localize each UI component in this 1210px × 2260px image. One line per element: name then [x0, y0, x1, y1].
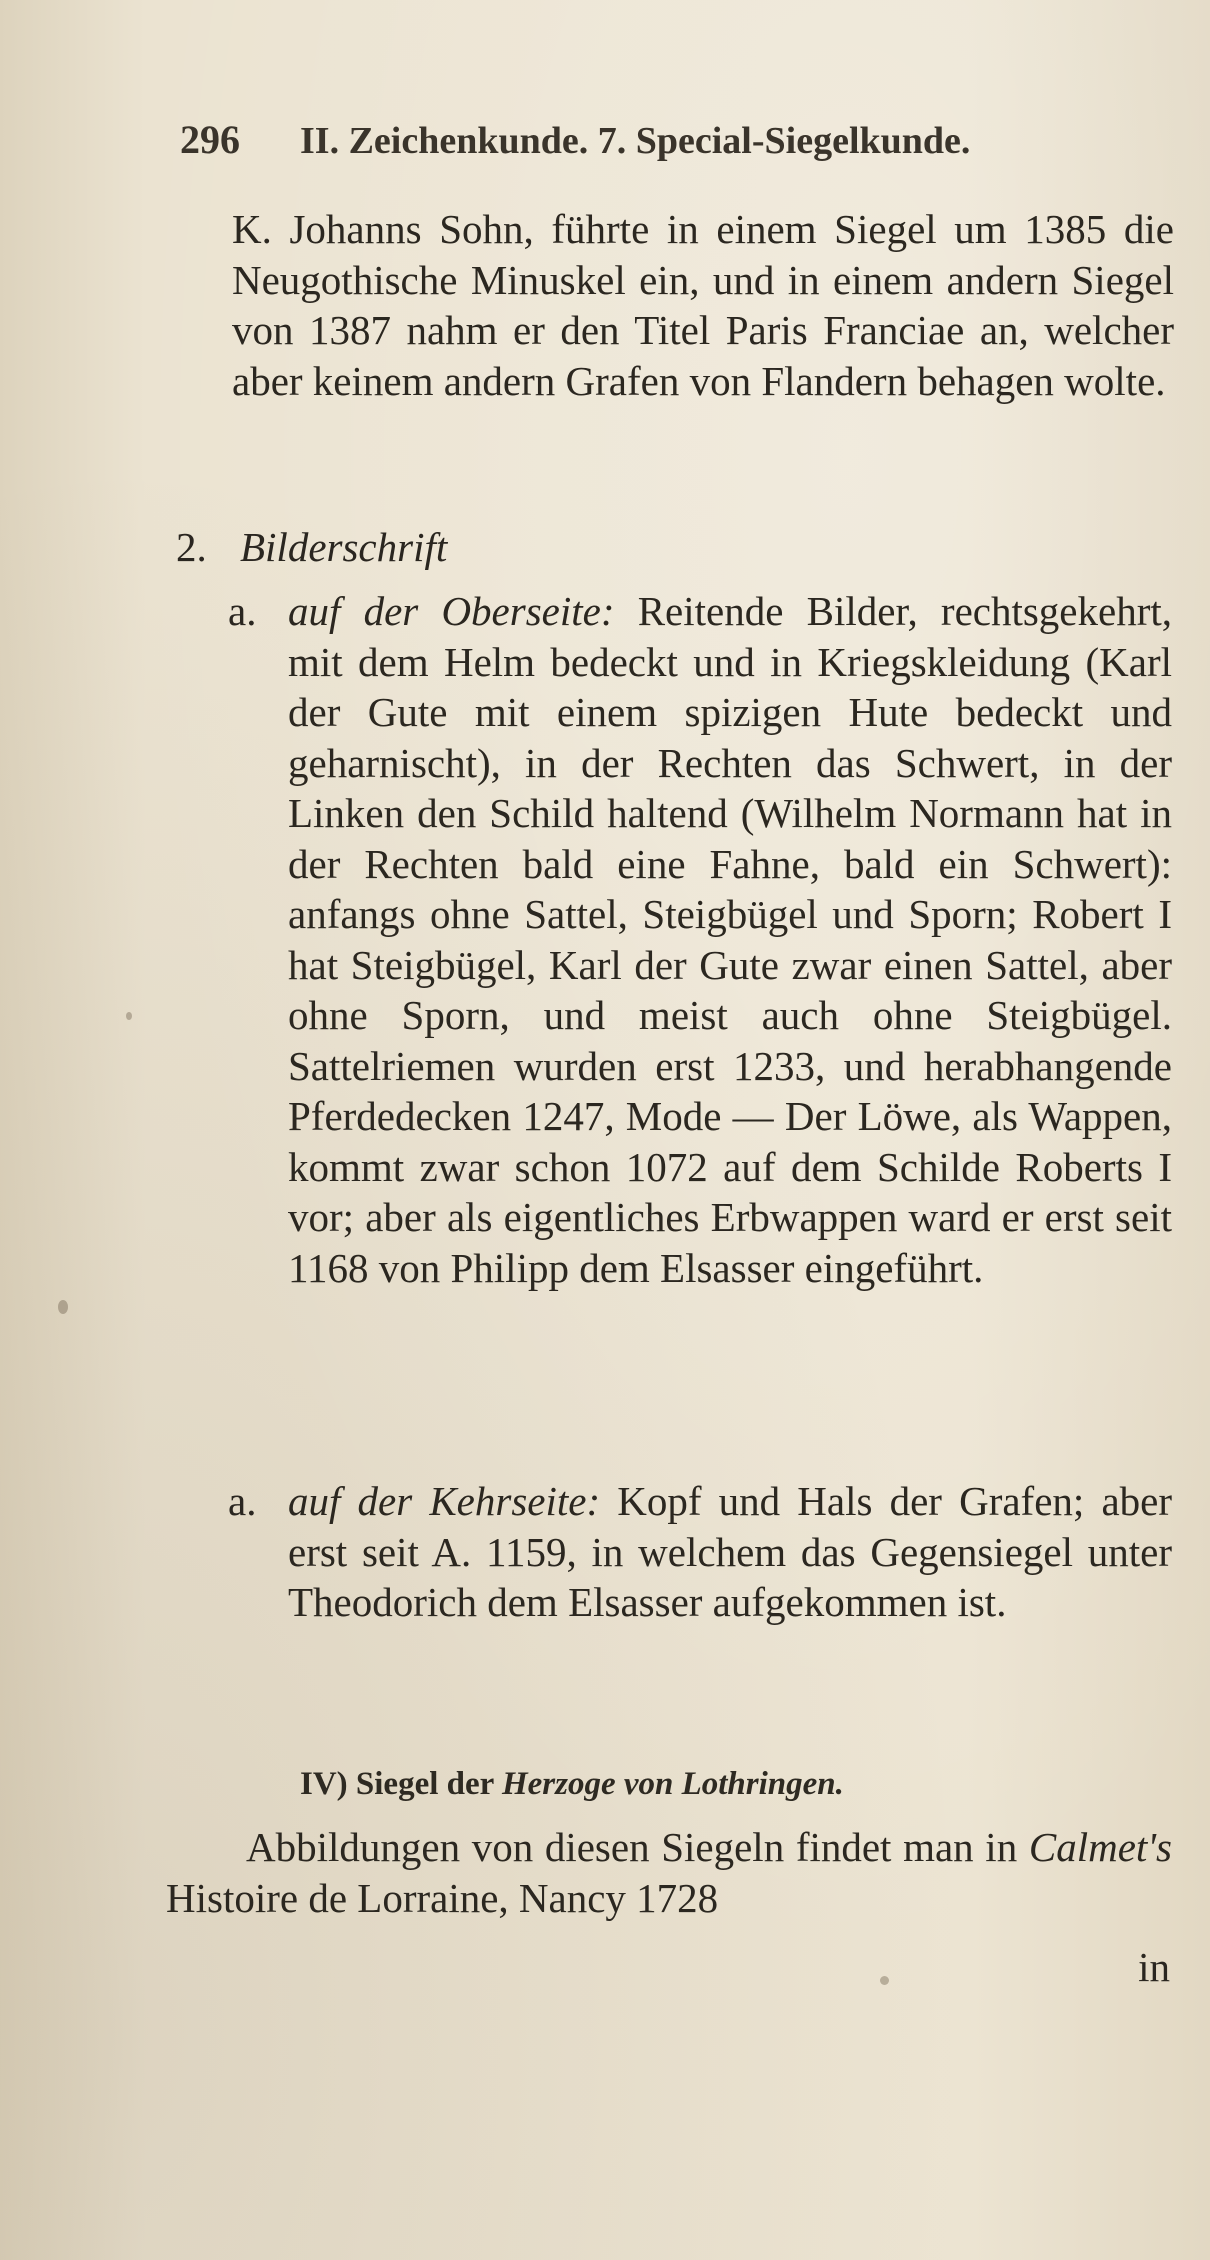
- item-label-obverse: a.: [228, 588, 257, 634]
- paper-stain: [58, 1300, 68, 1314]
- running-header: [180, 116, 1080, 163]
- paragraph-calmet-end: Histoire de Lorraine, Nancy 1728: [166, 1874, 719, 1921]
- section-heading: [176, 522, 447, 572]
- section-number: 2.: [176, 524, 207, 570]
- section-title: Bilderschrift: [240, 524, 448, 570]
- item-reverse-text: Kopf und Hals der Grafen; aber erst seit A. 1159, in welchem das Gegensiegel unter Theodorich dem Elsasser aufgekommen ist.: [288, 1478, 1172, 1625]
- paragraph-calmet: [166, 1822, 1172, 1923]
- item-label-reverse: a.: [228, 1478, 257, 1524]
- subheading-prefix: IV) Siegel der: [300, 1766, 494, 1802]
- subheading-lorraine: [300, 1766, 1060, 1803]
- item-reverse-lead: auf der Kehrseite:: [288, 1478, 601, 1524]
- author-name: Calmet's: [1028, 1824, 1173, 1870]
- running-title: II. Zeichenkunde. 7. Special-Siegelkunde.: [300, 120, 971, 162]
- item-obverse-lead: auf der Oberseite:: [288, 588, 615, 634]
- paragraph-calmet-start: Abbildungen von diesen Siegeln findet man in: [246, 1824, 1018, 1870]
- item-reverse: [288, 1476, 1172, 1628]
- paper-stain: [880, 1976, 889, 1985]
- paragraph-flanders-titles: K. Johanns Sohn, führte in einem Siegel um 1385 die Neugothische Minuskel ein, und in einem andern Siegel von 1387 nahm er den Titel Paris Franciae an, welcher aber keinem andern Grafen von Flandern behagen wolte.: [232, 206, 1174, 404]
- item-obverse: [288, 586, 1172, 1293]
- item-obverse-text: Reitende Bilder, rechtsgekehrt, mit dem Helm bedeckt und in Kriegskleidung (Karl der Gute mit einem spizigen Hute bedeckt und geharnischt), in der Rechten das Schwert, in der Linken den Schild haltend (Wilhelm Normann hat in der Rechten bald eine Fahne, bald ein Schwert): anfangs ohne Sattel, Steigbügel und Sporn; Robert I hat Steigbügel, Karl der Gute zwar einen Sattel, aber ohne Sporn, und meist auch ohne Steigbügel. Sattelriemen wurden erst 1233, und herabhangende Pferdedecken 1247, Mode — Der Löwe, als Wappen, kommt zwar schon 1072 auf dem Schilde Roberts I vor; aber als eigentliches Erbwappen ward er erst seit 1168 von Philipp dem Elsasser eingeführt.: [288, 588, 1172, 1291]
- page-number: 296: [180, 117, 240, 162]
- catchword: in: [1138, 1944, 1170, 1990]
- paper-stain: [126, 1012, 132, 1020]
- subheading-italic: Herzoge von Lothringen.: [501, 1766, 844, 1802]
